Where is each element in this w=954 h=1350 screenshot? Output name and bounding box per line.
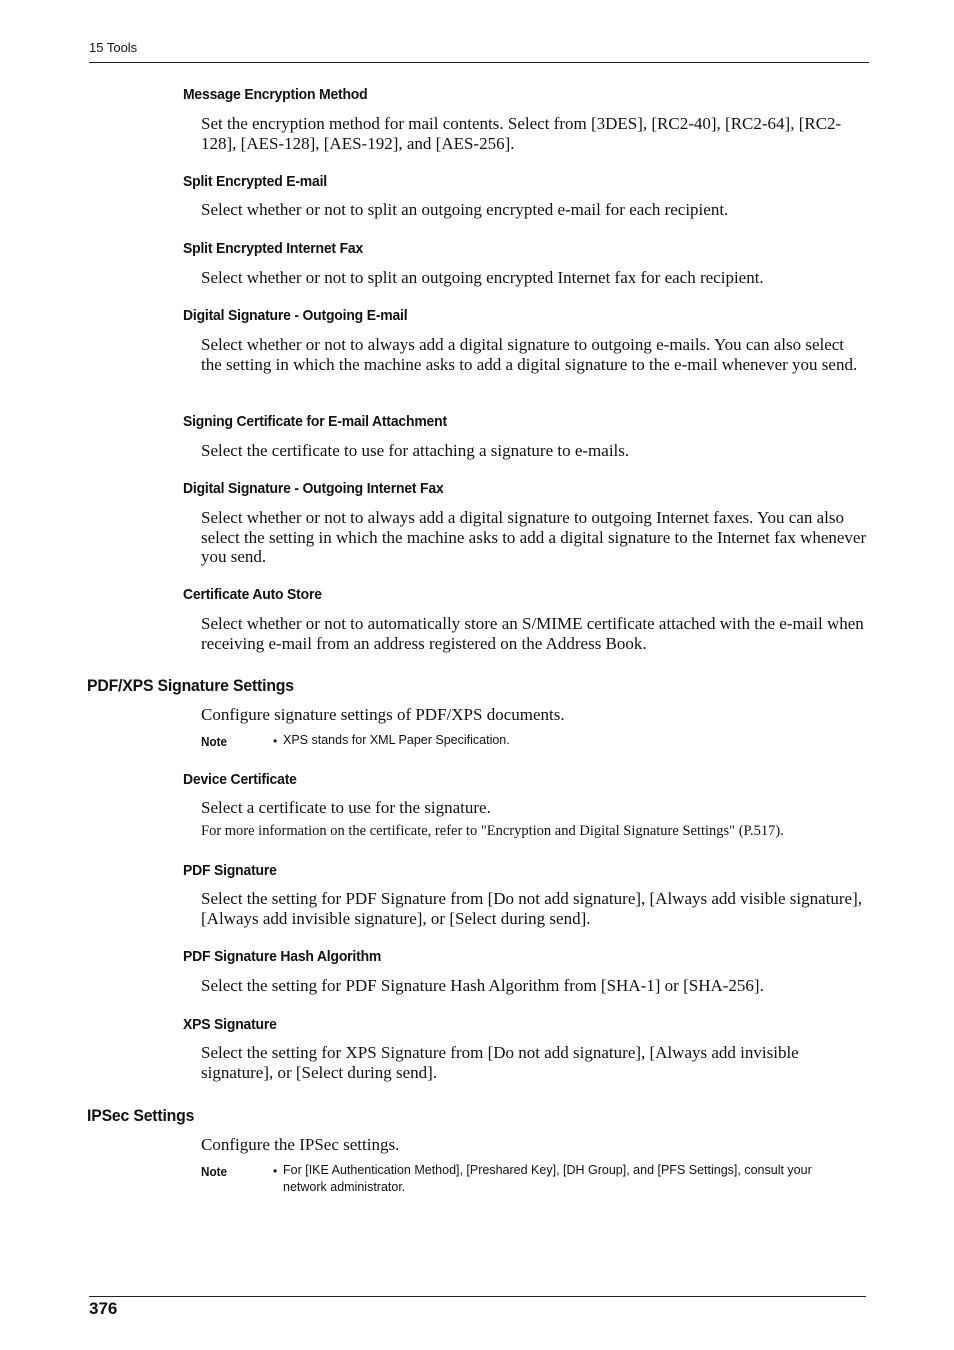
paragraph-certificate-auto-store: Select whether or not to automatically store an S/MIME certificate attached with the e-mail when receiving e-mail from an address registered on the Address Book. xyxy=(201,614,864,653)
note-bullet: • xyxy=(273,734,278,748)
heading-pdf-xps-signature-settings: PDF/XPS Signature Settings xyxy=(87,676,294,695)
heading-split-encrypted-internet-fax: Split Encrypted Internet Fax xyxy=(183,240,364,257)
running-header: 15 Tools xyxy=(89,40,138,55)
heading-message-encryption-method: Message Encryption Method xyxy=(183,86,368,103)
heading-ipsec-settings: IPSec Settings xyxy=(87,1106,195,1125)
paragraph-xps-signature: Select the setting for XPS Signature from [Do not add signature], [Always add invisible signature], or [Select during send]. xyxy=(201,1043,799,1082)
heading-split-encrypted-email: Split Encrypted E-mail xyxy=(183,173,327,190)
heading-xps-signature: XPS Signature xyxy=(183,1016,277,1033)
footer-divider xyxy=(89,1296,866,1297)
heading-digital-signature-outgoing-internet-fax: Digital Signature - Outgoing Internet Fax xyxy=(183,480,444,497)
note-label: Note xyxy=(201,1164,228,1179)
heading-device-certificate: Device Certificate xyxy=(183,771,297,788)
paragraph-digital-signature-outgoing-internet-fax: Select whether or not to always add a digital signature to outgoing Internet faxes. You can also select the setting in which the machine asks to add a digital signature to the Internet fax whenever you send. xyxy=(201,508,867,566)
page-number: 376 xyxy=(89,1299,118,1318)
paragraph-pdf-signature-hash-algorithm: Select the setting for PDF Signature Hash Algorithm from [SHA-1] or [SHA-256]. xyxy=(201,976,764,995)
paragraph-device-certificate: Select a certificate to use for the signature. xyxy=(201,798,491,817)
paragraph-split-encrypted-email: Select whether or not to split an outgoing encrypted e-mail for each recipient. xyxy=(201,200,729,219)
heading-pdf-signature: PDF Signature xyxy=(183,862,277,879)
paragraph-split-encrypted-internet-fax: Select whether or not to split an outgoing encrypted Internet fax for each recipient. xyxy=(201,268,764,287)
heading-digital-signature-outgoing-email: Digital Signature - Outgoing E-mail xyxy=(183,307,408,324)
paragraph-pdf-signature: Select the setting for PDF Signature from [Do not add signature], [Always add visible signature], [Always add invisible signature], or [Select during send]. xyxy=(201,889,862,928)
heading-signing-certificate: Signing Certificate for E-mail Attachment xyxy=(183,413,447,430)
note-label: Note xyxy=(201,734,228,749)
note-bullet: • xyxy=(273,1164,278,1178)
paragraph-ipsec-settings: Configure the IPSec settings. xyxy=(201,1135,400,1154)
paragraph-digital-signature-outgoing-email: Select whether or not to always add a digital signature to outgoing e-mails. You can also select the setting in which the machine asks to add a digital signature to the e-mail whenever you send. xyxy=(201,335,858,374)
heading-pdf-signature-hash-algorithm: PDF Signature Hash Algorithm xyxy=(183,948,382,965)
paragraph-message-encryption-method: Set the encryption method for mail contents. Select from [3DES], [RC2-40], [RC2-64], [RC2-128], [AES-128], [AES-192], and [AES-256]. xyxy=(201,114,842,153)
note-text-ipsec: For [IKE Authentication Method], [Preshared Key], [DH Group], and [PFS Settings], consult your network administrator. xyxy=(283,1163,812,1194)
note-text-xps: XPS stands for XML Paper Specification. xyxy=(283,733,510,747)
heading-certificate-auto-store: Certificate Auto Store xyxy=(183,586,322,603)
paragraph-signing-certificate: Select the certificate to use for attaching a signature to e-mails. xyxy=(201,441,630,460)
cross-reference-device-certificate: For more information on the certificate, refer to "Encryption and Digital Signature Settings" (P.517). xyxy=(201,823,784,839)
header-divider xyxy=(89,62,869,63)
paragraph-pdf-xps-signature-settings: Configure signature settings of PDF/XPS documents. xyxy=(201,705,565,724)
